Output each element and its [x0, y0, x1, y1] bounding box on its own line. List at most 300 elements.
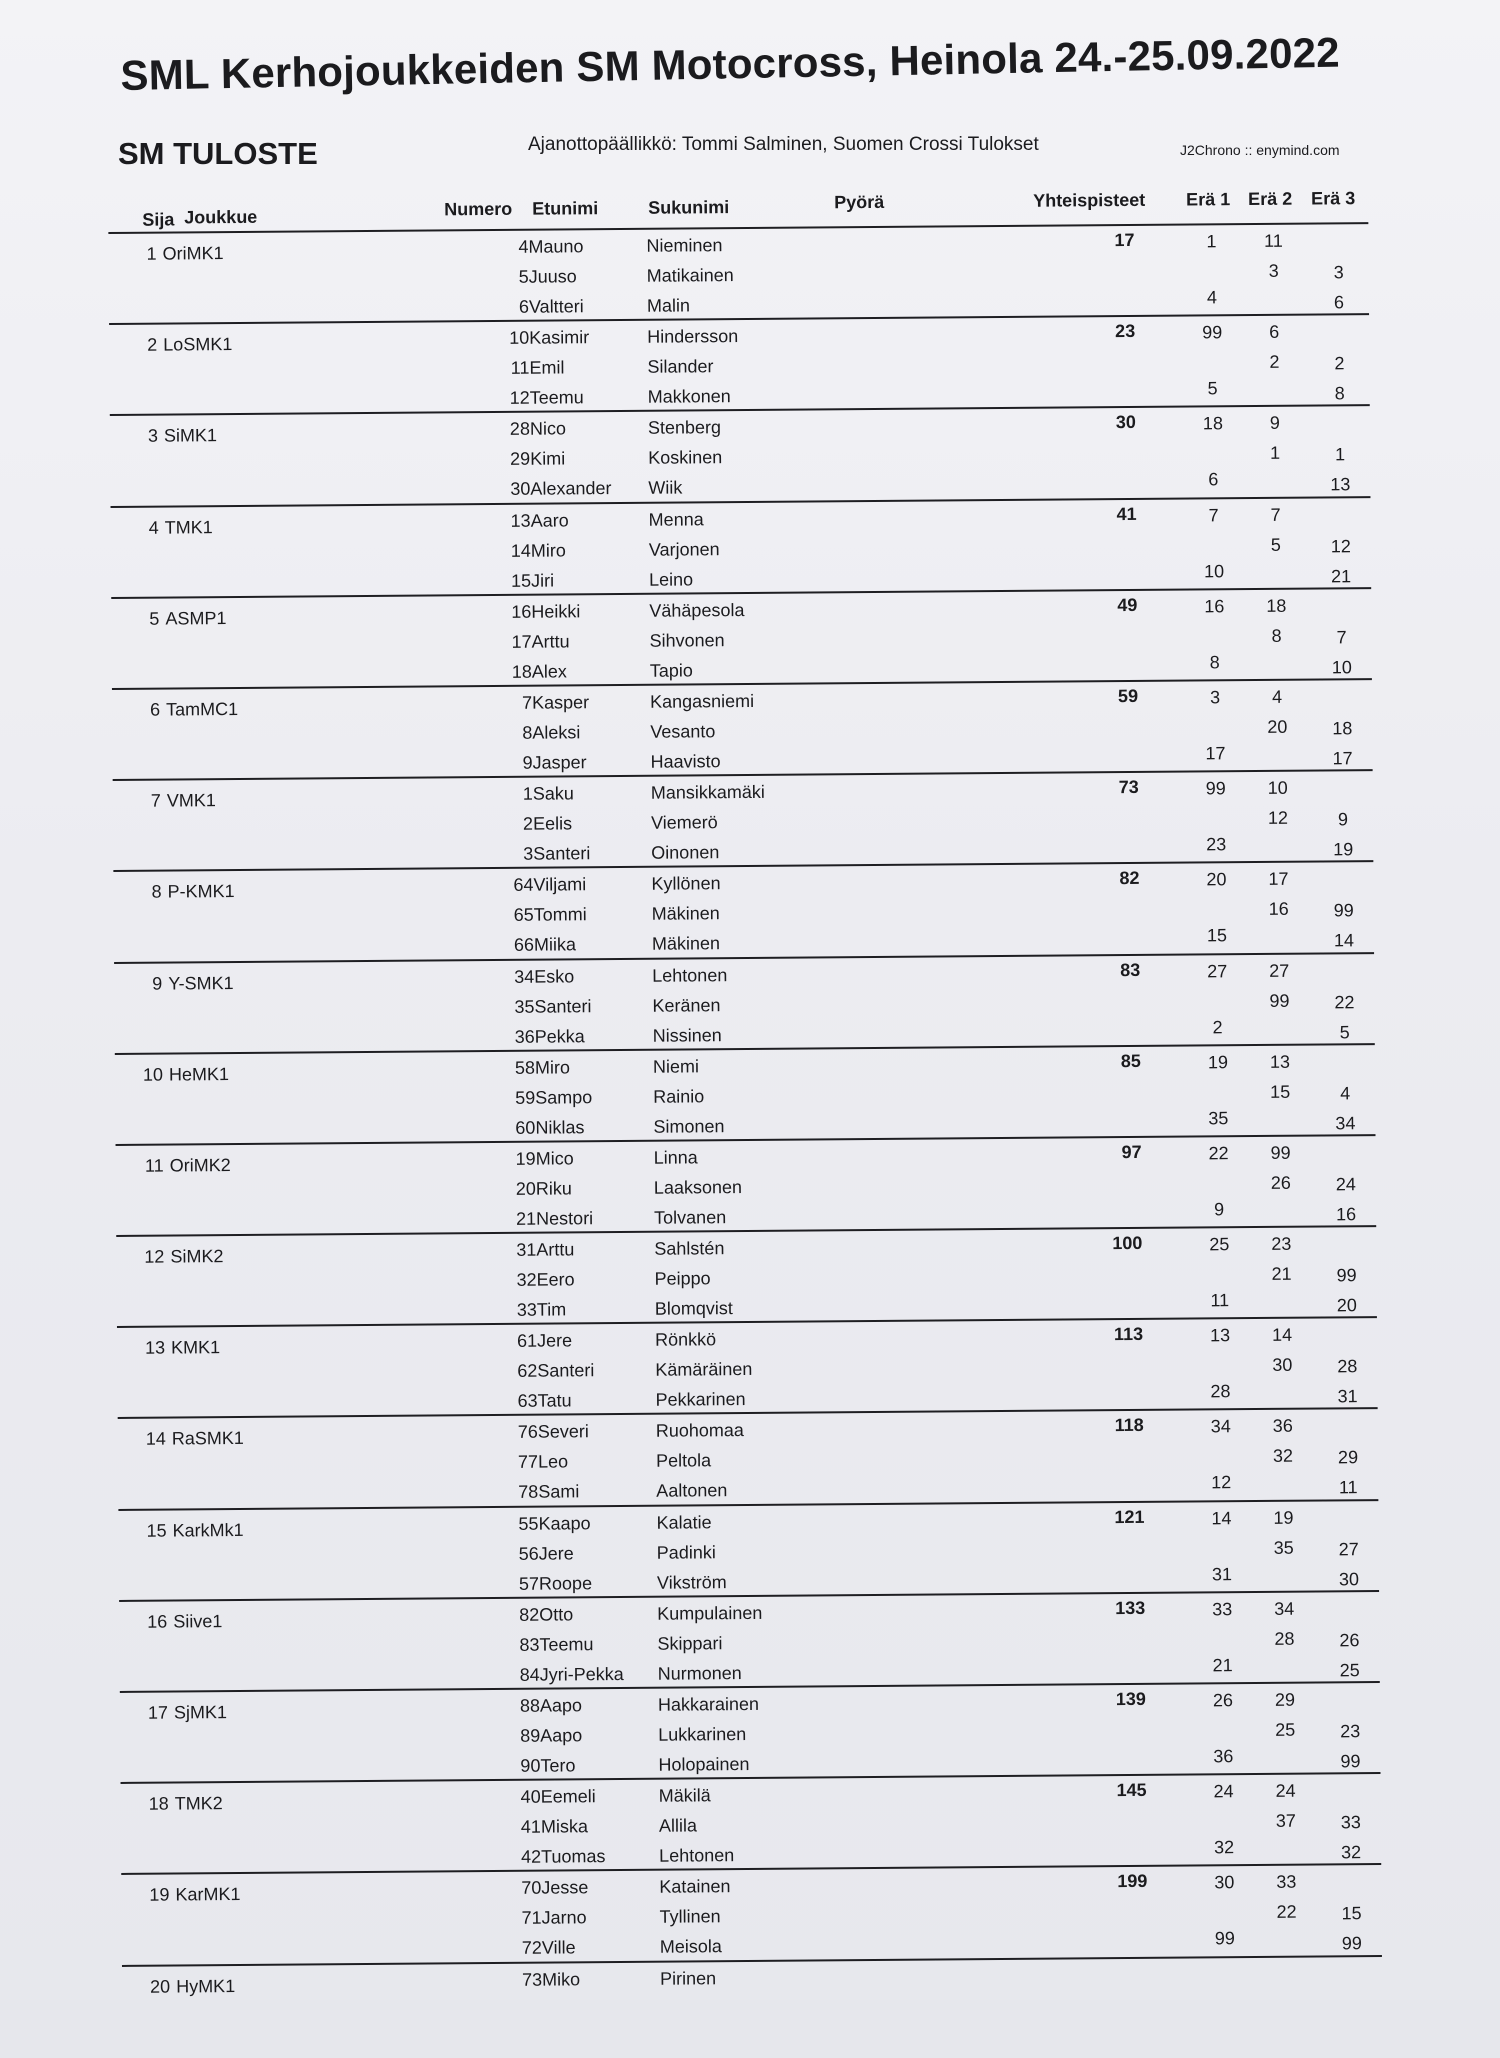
heat3-result: 5	[1325, 1022, 1365, 1043]
team-group	[121, 1774, 1382, 1875]
rider-first-name: Miro	[531, 540, 566, 561]
team-position: 19	[141, 1885, 169, 1906]
heat3-result: 30	[1329, 1569, 1369, 1590]
rider-first-name: Riku	[536, 1178, 572, 1199]
team-total-points: 97	[1064, 1142, 1142, 1164]
heat1-result: 1	[1191, 231, 1231, 252]
heat3-result: 99	[1330, 1751, 1370, 1772]
heat2-result: 1	[1255, 443, 1295, 464]
heat2-result: 35	[1264, 1537, 1304, 1558]
rider-last-name: Mansikkamäki	[651, 782, 765, 804]
team-group	[118, 1501, 1379, 1602]
heat1-result: 99	[1192, 322, 1232, 343]
heat1-result: 34	[1201, 1417, 1241, 1438]
heat2-result: 21	[1262, 1264, 1302, 1285]
team-group	[116, 1136, 1377, 1237]
rider-last-name: Aaltonen	[656, 1481, 727, 1503]
rider-number: 13	[441, 510, 531, 532]
team-name: SiMK1	[164, 426, 217, 447]
heat3-result: 16	[1326, 1204, 1366, 1225]
heat2-result: 12	[1258, 808, 1298, 829]
heat2-result: 10	[1258, 778, 1298, 799]
software-credit: J2Chrono :: enymind.com	[1180, 142, 1340, 158]
heat1-result: 19	[1198, 1052, 1238, 1073]
rider-first-name: Miika	[534, 935, 576, 956]
rider-last-name: Leino	[649, 569, 693, 590]
team-group	[120, 1683, 1381, 1784]
rider-first-name: Kasper	[532, 692, 589, 713]
rider-first-name: Teemu	[539, 1634, 593, 1655]
rider-last-name: Mäkinen	[652, 904, 720, 926]
heat1-result: 36	[1203, 1746, 1243, 1767]
team-total-points	[1070, 1962, 1148, 1963]
rider-number: 7	[442, 693, 532, 715]
heat2-result: 2	[1254, 352, 1294, 373]
heat2-result: 5	[1256, 534, 1296, 555]
heat3-result: 11	[1328, 1478, 1368, 1499]
team-position: 8	[133, 882, 161, 903]
document-subtitle: SM TULOSTE	[118, 136, 318, 172]
heat2-result: 33	[1266, 1872, 1306, 1893]
team-name: OriMK2	[170, 1155, 231, 1176]
heat3-result: 1	[1320, 445, 1360, 466]
rider-first-name: Arttu	[532, 631, 570, 652]
rider-last-name: Kangasniemi	[650, 691, 754, 713]
heat3-result: 9	[1323, 809, 1363, 830]
heat1-result: 7	[1194, 505, 1234, 526]
heat1-result: 33	[1202, 1599, 1242, 1620]
rider-last-name: Kämäräinen	[655, 1359, 752, 1381]
rider-first-name: Tatu	[537, 1391, 571, 1412]
heat3-result: 10	[1322, 657, 1362, 678]
heat3-result: 19	[1323, 839, 1363, 860]
rider-last-name: Oinonen	[651, 842, 719, 864]
team-total-points: 49	[1059, 595, 1137, 617]
team-name: RaSMK1	[172, 1428, 244, 1450]
rider-number: 18	[442, 661, 532, 683]
team-group	[114, 954, 1375, 1055]
rider-first-name: Kimi	[530, 449, 565, 470]
rider-first-name: Jesse	[541, 1878, 588, 1899]
team-total-points: 139	[1068, 1689, 1146, 1711]
rider-last-name: Hindersson	[647, 326, 738, 348]
team-total-points: 113	[1065, 1324, 1143, 1346]
team-groups	[108, 224, 1382, 2058]
rider-number: 33	[447, 1300, 537, 1322]
team-group	[112, 680, 1373, 781]
team-position: 3	[130, 426, 158, 447]
team-name: OriMK1	[162, 243, 223, 264]
rider-first-name: Tim	[537, 1299, 566, 1320]
heat2-result: 11	[1253, 231, 1293, 252]
rider-number: 34	[444, 966, 534, 988]
rider-number: 8	[442, 723, 532, 745]
heat2-result: 36	[1263, 1416, 1303, 1437]
rider-number: 19	[446, 1149, 536, 1171]
rider-number: 16	[441, 601, 531, 623]
heat3-result: 8	[1320, 383, 1360, 404]
heat3-result: 14	[1324, 930, 1364, 951]
heat1-result: 18	[1193, 414, 1233, 435]
rider-last-name: Skippari	[657, 1633, 722, 1655]
heat1-result: 14	[1201, 1508, 1241, 1529]
heat2-result: 32	[1263, 1446, 1303, 1467]
rider-first-name: Leo	[538, 1452, 568, 1473]
rider-number: 29	[440, 449, 530, 471]
heat1-result: 12	[1201, 1473, 1241, 1494]
heat2-result: 25	[1265, 1720, 1305, 1741]
rider-last-name: Tapio	[650, 660, 693, 681]
team-position: 20	[142, 1976, 170, 1997]
heat2-result: 18	[1256, 595, 1296, 616]
heat3-result: 18	[1322, 718, 1362, 739]
rider-last-name: Tolvanen	[654, 1207, 726, 1229]
heat2-result: 30	[1262, 1355, 1302, 1376]
rider-last-name: Lukkarinen	[658, 1724, 746, 1746]
rider-number: 41	[451, 1817, 541, 1839]
rider-last-name: Lehtonen	[659, 1845, 734, 1867]
heat2-result: 3	[1254, 261, 1294, 282]
rider-first-name: Valtteri	[529, 296, 584, 317]
rider-number: 82	[449, 1604, 539, 1626]
rider-number: 59	[445, 1087, 535, 1109]
heat1-result: 5	[1193, 378, 1233, 399]
rider-number: 72	[452, 1938, 542, 1960]
team-total-points: 30	[1058, 412, 1136, 434]
heat1-result: 28	[1200, 1381, 1240, 1402]
rider-number: 15	[441, 570, 531, 592]
rider-last-name: Koskinen	[648, 448, 722, 470]
team-position: 15	[138, 1520, 166, 1541]
heat1-result: 6	[1193, 470, 1233, 491]
team-group	[113, 862, 1374, 963]
rider-last-name: Meisola	[660, 1937, 722, 1958]
heat2-result: 13	[1260, 1051, 1300, 1072]
heat3-result: 32	[1331, 1842, 1371, 1863]
rider-last-name: Stenberg	[648, 418, 721, 440]
heat3-result: 28	[1327, 1356, 1367, 1377]
heat3-result: 99	[1332, 1934, 1372, 1955]
team-group	[117, 1318, 1378, 1419]
rider-last-name: Nissinen	[653, 1025, 722, 1047]
rider-number: 83	[449, 1634, 539, 1656]
rider-last-name: Makkonen	[648, 386, 731, 408]
team-name: HyMK1	[176, 1976, 235, 1997]
rider-number: 21	[446, 1209, 536, 1231]
heat1-result: 35	[1198, 1108, 1238, 1129]
rider-number: 9	[442, 753, 532, 775]
header-yhteispisteet: Yhteispisteet	[1033, 190, 1145, 212]
rider-last-name: Rainio	[653, 1086, 704, 1107]
rider-last-name: Nurmonen	[658, 1663, 742, 1685]
heat2-result: 27	[1259, 960, 1299, 981]
rider-first-name: Sami	[538, 1482, 579, 1503]
heat2-result: 99	[1261, 1143, 1301, 1164]
rider-first-name: Miko	[542, 1969, 580, 1990]
heat1-result: 23	[1196, 834, 1236, 855]
rider-last-name: Vähäpesola	[649, 600, 744, 622]
rider-first-name: Emil	[529, 358, 564, 379]
rider-first-name: Tero	[540, 1755, 575, 1776]
heat1-result: 15	[1197, 925, 1237, 946]
heat2-result: 16	[1259, 899, 1299, 920]
heat1-result: 16	[1194, 596, 1234, 617]
rider-last-name: Kumpulainen	[657, 1603, 762, 1625]
heat3-result: 99	[1327, 1265, 1367, 1286]
team-name: TMK1	[165, 517, 213, 538]
team-group	[110, 406, 1371, 507]
rider-last-name: Haavisto	[650, 751, 720, 773]
heat1-result: 4	[1192, 287, 1232, 308]
heat2-result: 29	[1265, 1690, 1305, 1711]
rider-last-name: Sihvonen	[650, 630, 725, 652]
rider-first-name: Alex	[532, 661, 567, 682]
team-total-points: 121	[1066, 1507, 1144, 1529]
rider-number: 28	[440, 419, 530, 441]
rider-first-name: Eemeli	[541, 1786, 596, 1807]
team-position: 5	[131, 608, 159, 629]
team-name: KMK1	[171, 1337, 220, 1358]
rider-number: 3	[443, 844, 533, 866]
rider-number: 62	[447, 1361, 537, 1383]
team-name: SiMK2	[170, 1246, 223, 1267]
rider-number: 30	[440, 479, 530, 501]
rider-number: 88	[450, 1696, 540, 1718]
rider-last-name: Blomqvist	[655, 1298, 733, 1320]
heat1-result: 22	[1199, 1143, 1239, 1164]
rider-number: 1	[443, 784, 533, 806]
team-name: P-KMK1	[167, 881, 234, 903]
heat3-result: 22	[1324, 992, 1364, 1013]
rider-last-name: Peippo	[655, 1268, 711, 1289]
heat2-result: 19	[1263, 1507, 1303, 1528]
rider-first-name: Nestori	[536, 1208, 593, 1229]
rider-last-name: Nieminen	[646, 235, 722, 257]
rider-last-name: Vesanto	[650, 721, 715, 743]
team-position: 11	[136, 1155, 164, 1176]
heat3-result: 17	[1322, 748, 1362, 769]
heat2-result: 4	[1257, 687, 1297, 708]
rider-first-name: Esko	[534, 966, 574, 987]
team-position: 18	[141, 1794, 169, 1815]
rider-last-name: Niemi	[653, 1056, 699, 1077]
rider-number: 66	[444, 935, 534, 957]
team-position: 14	[138, 1429, 166, 1450]
team-name: TMK2	[175, 1793, 223, 1814]
rider-last-name: Malin	[647, 295, 690, 316]
heat1-result: 11	[1200, 1290, 1240, 1311]
rider-number: 36	[445, 1026, 535, 1048]
rider-last-name: Vikström	[657, 1572, 727, 1594]
rider-first-name: Severi	[538, 1422, 589, 1443]
rider-last-name: Silander	[647, 356, 713, 378]
heat1-result: 99	[1205, 1929, 1245, 1950]
rider-last-name: Holopainen	[658, 1754, 749, 1776]
heat1-result: 24	[1204, 1781, 1244, 1802]
heat3-result: 23	[1330, 1721, 1370, 1742]
team-position: 12	[136, 1247, 164, 1268]
team-total-points: 17	[1056, 230, 1134, 252]
rider-number: 14	[441, 540, 531, 562]
team-name: KarMK1	[175, 1884, 240, 1906]
rider-last-name: Matikainen	[647, 265, 734, 287]
heat1-result: 17	[1195, 743, 1235, 764]
heat2-result: 26	[1261, 1173, 1301, 1194]
rider-last-name: Peltola	[656, 1451, 711, 1472]
rider-last-name: Rönkkö	[655, 1330, 716, 1351]
team-total-points: 199	[1069, 1871, 1147, 1893]
heat1-result: 25	[1199, 1234, 1239, 1255]
team-name: LoSMK1	[163, 334, 232, 356]
rider-first-name: Santeri	[533, 843, 590, 864]
heat3-result: 33	[1331, 1812, 1371, 1833]
rider-first-name: Jyri-Pekka	[540, 1664, 624, 1686]
team-total-points: 133	[1067, 1598, 1145, 1620]
header-numero: Numero	[444, 199, 512, 221]
heat2-result: 24	[1266, 1781, 1306, 1802]
team-name: SjMK1	[174, 1702, 227, 1723]
heat3-result: 21	[1321, 566, 1361, 587]
rider-last-name: Viemerö	[651, 812, 718, 834]
rider-last-name: Wiik	[648, 478, 682, 499]
heat3-result: 24	[1326, 1174, 1366, 1195]
rider-last-name: Hakkarainen	[658, 1694, 759, 1716]
rider-number: 77	[448, 1452, 538, 1474]
team-group	[118, 1410, 1379, 1511]
rider-number: 40	[451, 1787, 541, 1809]
rider-last-name: Ruohomaa	[656, 1420, 744, 1442]
rider-last-name: Lehtonen	[652, 965, 727, 987]
rider-first-name: Alexander	[530, 478, 611, 500]
heat1-result: 8	[1195, 652, 1235, 673]
rider-first-name: Heikki	[531, 601, 580, 622]
heat1-result: 31	[1202, 1564, 1242, 1585]
heat2-result: 9	[1255, 413, 1295, 434]
rider-number: 5	[439, 267, 529, 289]
team-position: 17	[140, 1703, 168, 1724]
team-group	[109, 315, 1370, 416]
team-position: 10	[135, 1064, 163, 1085]
rider-first-name: Miro	[535, 1057, 570, 1078]
team-name: Siive1	[173, 1611, 222, 1632]
heat3-result: 20	[1327, 1295, 1367, 1316]
rider-number: 6	[439, 297, 529, 319]
heat1-result: 27	[1197, 961, 1237, 982]
heat1-result: 13	[1200, 1325, 1240, 1346]
rider-first-name: Teemu	[530, 387, 584, 408]
rider-first-name: Kaapo	[538, 1513, 590, 1534]
rider-last-name: Menna	[649, 509, 704, 530]
rider-last-name: Allila	[659, 1816, 697, 1837]
rider-first-name: Aaro	[531, 510, 569, 531]
rider-number: 20	[446, 1179, 536, 1201]
rider-first-name: Nico	[530, 419, 566, 440]
rider-last-name: Kyllönen	[651, 874, 720, 896]
header-sukunimi: Sukunimi	[648, 197, 729, 219]
heat1-result: 20	[1196, 869, 1236, 890]
rider-first-name: Aapo	[540, 1725, 582, 1746]
rider-number: 2	[443, 814, 533, 836]
team-position: 7	[133, 791, 161, 812]
team-name: KarkMk1	[172, 1520, 243, 1542]
rider-first-name: Tommi	[534, 905, 587, 926]
heat2-result: 37	[1266, 1811, 1306, 1832]
rider-first-name: Eelis	[533, 814, 572, 835]
heat3-result: 25	[1330, 1660, 1370, 1681]
rider-first-name: Sampo	[535, 1087, 592, 1108]
header-era3: Erä 3	[1311, 188, 1355, 209]
heat1-result: 30	[1204, 1873, 1244, 1894]
rider-number: 73	[452, 1969, 542, 1991]
team-total-points: 83	[1062, 959, 1140, 981]
team-total-points: 118	[1066, 1415, 1144, 1437]
header-joukkue: Joukkue	[184, 207, 257, 229]
rider-number: 71	[452, 1908, 542, 1930]
heat1-result: 21	[1203, 1655, 1243, 1676]
rider-first-name: Ville	[542, 1938, 576, 1959]
heat1-result: 26	[1203, 1690, 1243, 1711]
rider-first-name: Jere	[539, 1543, 574, 1564]
team-total-points: 145	[1069, 1780, 1147, 1802]
rider-last-name: Laaksonen	[654, 1177, 742, 1199]
heat2-result: 28	[1264, 1628, 1304, 1649]
rider-first-name: Viljami	[533, 875, 586, 896]
team-group	[113, 771, 1374, 872]
rider-last-name: Mäkinen	[652, 934, 720, 956]
team-name: Y-SMK1	[168, 973, 234, 995]
heat2-result: 17	[1258, 869, 1298, 890]
rider-first-name: Jarno	[542, 1908, 587, 1929]
team-group	[122, 1957, 1383, 2058]
rider-number: 60	[445, 1117, 535, 1139]
team-group	[108, 224, 1369, 325]
timing-chief-line: Ajanottopäällikkö: Tommi Salminen, Suomen Crossi Tulokset	[528, 134, 1039, 156]
team-position: 6	[132, 700, 160, 721]
heat2-result: 14	[1262, 1325, 1302, 1346]
team-total-points: 23	[1057, 321, 1135, 343]
header-sija: Sija	[142, 209, 174, 230]
team-name: ASMP1	[165, 608, 226, 629]
rider-number: 42	[451, 1847, 541, 1869]
rider-number: 64	[443, 875, 533, 897]
rider-first-name: Miska	[541, 1816, 588, 1837]
rider-number: 84	[450, 1664, 540, 1686]
rider-number: 58	[445, 1057, 535, 1079]
heat3-result: 15	[1332, 1904, 1372, 1925]
rider-first-name: Mico	[536, 1148, 574, 1169]
heat3-result: 13	[1320, 475, 1360, 496]
rider-number: 61	[447, 1331, 537, 1353]
rider-first-name: Otto	[539, 1604, 573, 1625]
rider-number: 11	[439, 358, 529, 380]
rider-first-name: Niklas	[535, 1117, 584, 1138]
rider-first-name: Jere	[537, 1331, 572, 1352]
team-name: VMK1	[167, 790, 216, 811]
team-position: 4	[131, 517, 159, 538]
heat2-result: 99	[1259, 990, 1299, 1011]
rider-number: 17	[442, 631, 532, 653]
heat3-result: 26	[1329, 1630, 1369, 1651]
team-position: 16	[139, 1611, 167, 1632]
header-era2: Erä 2	[1248, 189, 1292, 210]
rider-number: 4	[438, 237, 528, 259]
heat2-result: 34	[1264, 1598, 1304, 1619]
rider-number: 31	[446, 1240, 536, 1262]
rider-last-name: Pekkarinen	[655, 1389, 745, 1411]
team-group	[121, 1865, 1382, 1966]
rider-first-name: Santeri	[537, 1360, 594, 1381]
rider-first-name: Jasper	[532, 752, 586, 773]
